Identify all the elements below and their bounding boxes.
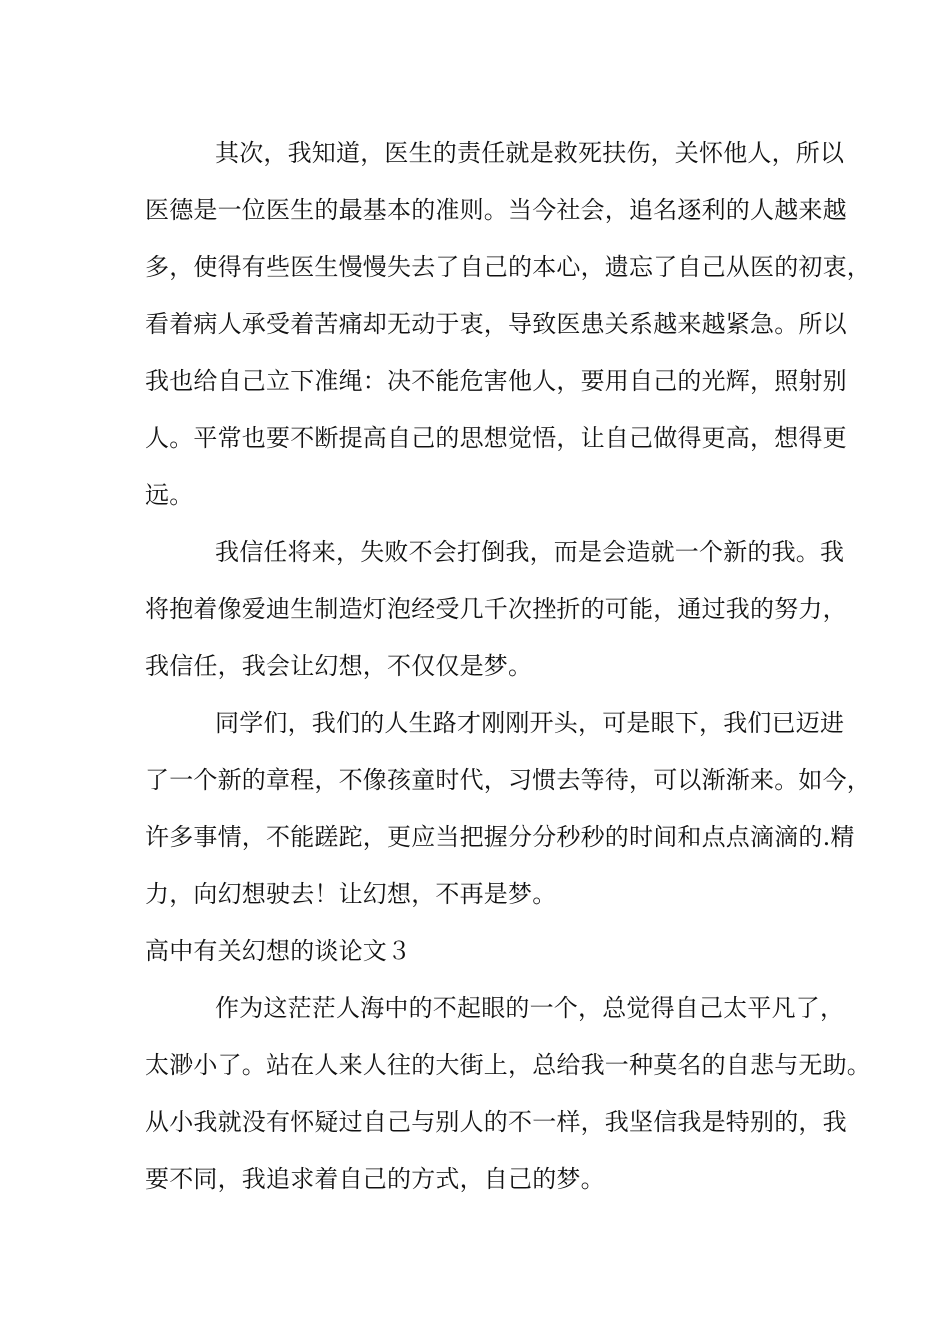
paragraph-line: 力，向幻想驶去！让幻想，不再是梦。 bbox=[145, 880, 557, 908]
paragraph-line: 将抱着像爱迪生制造灯泡经受几千次挫折的可能，通过我的努力， bbox=[145, 595, 847, 623]
paragraph-line: 要不同，我追求着自己的方式，自己的梦。 bbox=[145, 1165, 605, 1193]
paragraph-line: 许多事情，不能蹉跎，更应当把握分分秒秒的时间和点点滴滴的.精 bbox=[145, 823, 855, 851]
paragraph-line: 从小我就没有怀疑过自己与别人的不一样，我坚信我是特别的，我 bbox=[145, 1108, 847, 1136]
paragraph-line: 远。 bbox=[145, 481, 194, 509]
section-heading: 高中有关幻想的谈论文３ bbox=[145, 937, 412, 965]
paragraph-line: 作为这茫茫人海中的不起眼的一个，总觉得自己太平凡了， bbox=[215, 994, 845, 1022]
paragraph-line: 太渺小了。站在人来人往的大街上，总给我一种莫名的自悲与无助。 bbox=[145, 1051, 871, 1079]
paragraph-line: 我信任，我会让幻想，不仅仅是梦。 bbox=[145, 652, 533, 680]
paragraph-line: 了一个新的章程，不像孩童时代，习惯去等待，可以渐渐来。如今， bbox=[145, 766, 871, 794]
paragraph-line: 其次，我知道，医生的责任就是救死扶伤，关怀他人，所以 bbox=[215, 139, 845, 167]
paragraph-line: 同学们，我们的人生路才刚刚开头，可是眼下，我们已迈进 bbox=[215, 709, 845, 737]
paragraph-line: 我也给自己立下准绳：决不能危害他人，要用自己的光辉，照射别 bbox=[145, 367, 847, 395]
paragraph-line: 看着病人承受着苦痛却无动于衷，导致医患关系越来越紧急。所以 bbox=[145, 310, 847, 338]
paragraph-line: 多，使得有些医生慢慢失去了自己的本心，遗忘了自己从医的初衷， bbox=[145, 253, 871, 281]
paragraph-line: 我信任将来，失败不会打倒我，而是会造就一个新的我。我 bbox=[215, 538, 845, 566]
paragraph-line: 医德是一位医生的最基本的准则。当今社会，追名逐利的人越来越 bbox=[145, 196, 847, 224]
paragraph-line: 人。平常也要不断提高自己的思想觉悟，让自己做得更高，想得更 bbox=[145, 424, 847, 452]
